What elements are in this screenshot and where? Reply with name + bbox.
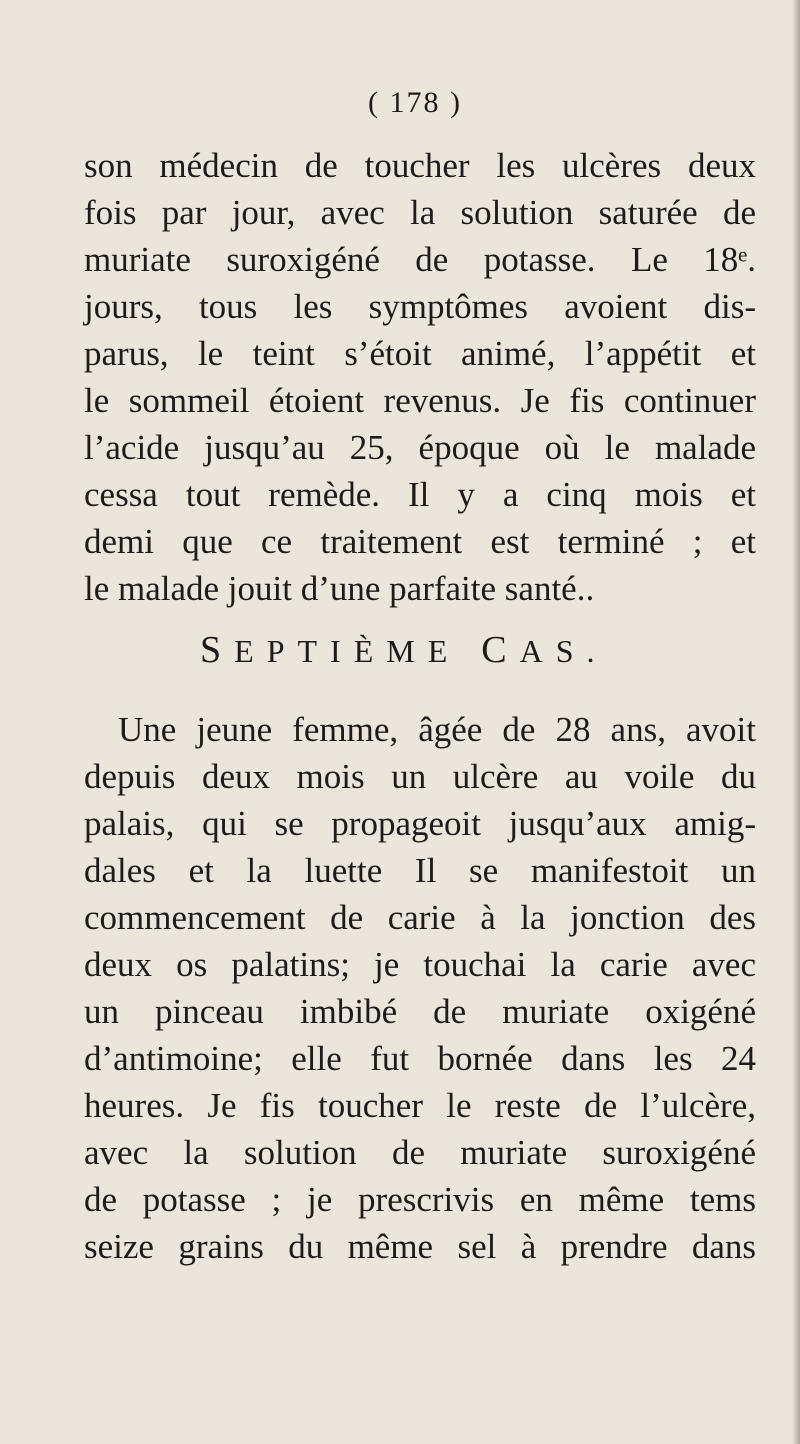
text-line: commencement de carie à la jonction des <box>84 898 756 937</box>
heading-word: AS. <box>519 633 608 669</box>
text-line: fois par jour, avec la solution saturée de <box>84 193 756 232</box>
text-line: le sommeil étoient revenus. Je fis continuer <box>84 381 756 420</box>
paragraph-case-conclusion <box>84 142 756 612</box>
heading-word: EPTIÈME <box>234 633 461 669</box>
text-line: d’antimoine; elle fut bornée dans les 24 <box>84 1039 756 1078</box>
text-line: cessa tout remède. Il y a cinq mois et <box>84 475 756 514</box>
text-line: Une jeune femme, âgée de 28 ans, avoit <box>118 710 756 749</box>
text-line: seize grains du même sel à prendre dans <box>84 1227 756 1266</box>
text-line: l’acide jusqu’au 25, époque où le malade <box>84 428 756 467</box>
page-number: ( 178 ) <box>368 86 462 119</box>
text-line: heures. Je fis toucher le reste de l’ulcère, <box>84 1086 756 1125</box>
text-line: demi que ce traitement est terminé ; et <box>84 522 756 561</box>
paragraph-seventh-case <box>84 706 756 1270</box>
text-line: depuis deux mois un ulcère au voile du <box>84 757 756 796</box>
text-line: de potasse ; je prescrivis en même tems <box>84 1180 756 1219</box>
text-line: deux os palatins; je touchai la carie avec <box>84 945 756 984</box>
text-line: un pinceau imbibé de muriate oxigéné <box>84 992 756 1031</box>
heading-initial: C <box>481 629 520 671</box>
text-line: palais, qui se propageoit jusqu’aux amig- <box>84 804 756 843</box>
text-line: muriate suroxigéné de potasse. Le 18ᵉ. <box>84 240 756 279</box>
section-heading <box>200 628 660 672</box>
text-line: son médecin de toucher les ulcères deux <box>84 146 756 185</box>
text-line: le malade jouit d’une parfaite santé.. <box>84 569 595 608</box>
heading-initial: S <box>200 629 235 671</box>
text-line: dales et la luette Il se manifestoit un <box>84 851 756 890</box>
page-edge-shadow <box>792 0 800 1444</box>
text-line: jours, tous les symptômes avoient dis- <box>84 287 756 326</box>
text-line: avec la solution de muriate suroxigéné <box>84 1133 756 1172</box>
text-line: parus, le teint s’étoit animé, l’appétit et <box>84 334 756 373</box>
